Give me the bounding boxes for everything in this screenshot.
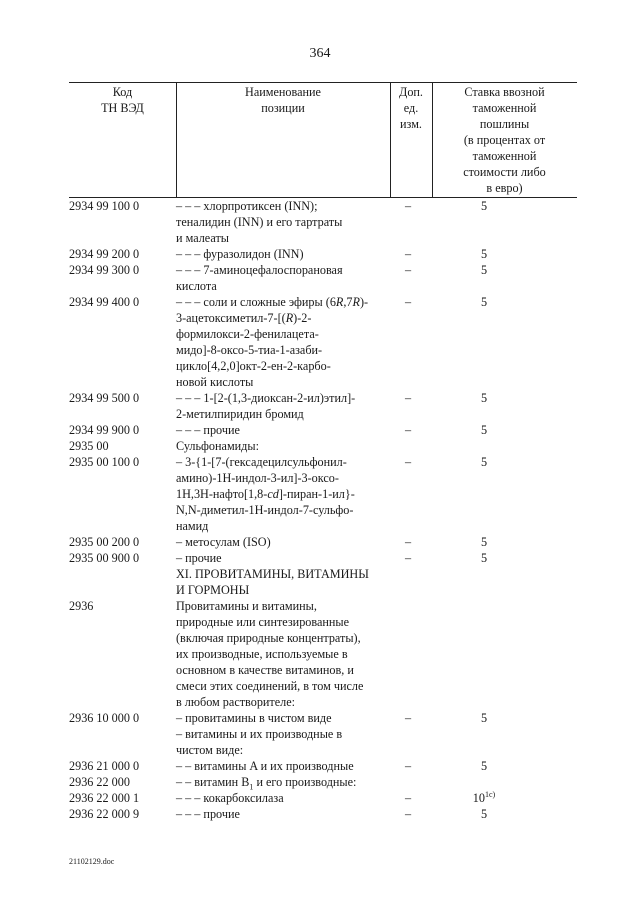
row-duty-rate	[444, 710, 524, 726]
rate-value: 5	[480, 263, 488, 277]
description-line: – – – кокарбоксилаза	[176, 791, 284, 805]
row-description	[176, 598, 392, 710]
description-line: Сульфонамиды:	[176, 439, 259, 453]
description-line: – – витамины A и их производные	[176, 759, 354, 773]
row-duty-rate	[444, 454, 524, 470]
description-line: – – – 7-аминоцефалоспорановая	[176, 263, 343, 277]
rate-value: 5	[480, 295, 488, 309]
row-code: 2936 10 000 0	[69, 711, 140, 725]
description-line: – – – хлорпротиксен (INN);	[176, 199, 318, 213]
row-unit: –	[404, 791, 412, 805]
description-line: – – витамин $B_1$ и его производные:	[176, 775, 357, 792]
row-unit: –	[404, 455, 412, 469]
row-duty-rate	[444, 534, 524, 550]
description-line: 1Н,3Н-нафто[1,8-cd]-пиран-1-ил}-	[176, 487, 355, 501]
rate-value: 5	[480, 551, 488, 565]
rate-value: 5	[480, 535, 488, 549]
description-line: (включая природные концентраты),	[176, 631, 361, 645]
header-line: Наименование	[245, 85, 321, 99]
description-line: смеси этих соединений, в том числе	[176, 679, 364, 693]
rate-value: 5	[480, 391, 488, 405]
row-code: 2935 00 100 0	[69, 455, 140, 469]
row-code: 2934 99 400 0	[69, 295, 140, 309]
header-line: в евро)	[486, 181, 523, 195]
description-line: – прочие	[176, 551, 222, 565]
row-description	[176, 390, 392, 422]
header-line: ТН ВЭД	[101, 101, 144, 115]
row-code: 2934 99 500 0	[69, 391, 140, 405]
row-unit: –	[404, 423, 412, 437]
rate-value: 5	[480, 807, 488, 821]
row-description	[176, 710, 392, 726]
row-unit: –	[404, 807, 412, 821]
row-unit: –	[404, 263, 412, 277]
description-line: теналидин (INN) и его тартраты	[176, 215, 343, 229]
row-description	[176, 262, 392, 294]
row-description	[176, 758, 392, 774]
description-line: – – – прочие	[176, 423, 240, 437]
rate-value: 5	[480, 455, 488, 469]
description-line: Провитамины и витамины,	[176, 599, 317, 613]
description-line: природные или синтезированные	[176, 615, 350, 629]
row-code: 2935 00 900 0	[69, 551, 140, 565]
page-number: 364	[309, 46, 331, 61]
row-duty-rate	[444, 246, 524, 262]
row-duty-rate	[444, 198, 524, 214]
description-line: намид	[176, 519, 209, 533]
header-line: (в процентах от	[463, 133, 546, 147]
header-line: изм.	[400, 117, 422, 131]
row-description	[176, 422, 392, 438]
description-line: – 3-{1-[7-(гексадецилсульфонил-	[176, 455, 347, 469]
row-code: 2934 99 300 0	[69, 263, 140, 277]
row-code: 2936 22 000 1	[69, 791, 140, 805]
description-line: в любом растворителе:	[176, 695, 296, 709]
description-line: N,N-диметил-1Н-индол-7-сульфо-	[176, 503, 354, 517]
description-line: новой кислоты	[176, 375, 254, 389]
row-description	[176, 246, 392, 262]
header-line: пошлины	[479, 117, 530, 131]
row-duty-rate	[444, 294, 524, 310]
row-unit: –	[404, 535, 412, 549]
row-duty-rate	[444, 790, 524, 806]
description-line: – метосулам (ISO)	[176, 535, 271, 549]
row-code: 2934 99 200 0	[69, 247, 140, 261]
row-unit: –	[404, 247, 412, 261]
row-description	[176, 550, 392, 566]
row-unit: –	[404, 391, 412, 405]
description-line: 2-метилпиридин бромид	[176, 407, 304, 421]
description-line: И ГОРМОНЫ	[176, 583, 250, 597]
row-description	[176, 438, 392, 454]
description-line: – – – соли и сложные эфиры (6R,7R)-	[176, 295, 369, 309]
header-code	[69, 84, 176, 116]
row-unit: –	[404, 551, 412, 565]
row-description	[176, 454, 392, 534]
rate-value: 5	[480, 423, 488, 437]
row-code: 2936 21 000 0	[69, 759, 140, 773]
row-code: 2935 00 200 0	[69, 535, 140, 549]
row-description	[176, 534, 392, 550]
header-line: Доп.	[399, 85, 423, 99]
description-line: мидо]-8-оксо-5-тиа-1-азаби-	[176, 343, 323, 357]
row-duty-rate	[444, 390, 524, 406]
description-line: основном в качестве витаминов, и	[176, 663, 354, 677]
header-rate	[432, 84, 577, 196]
description-line: 3-ацетоксиметил-7-[(R)-2-	[176, 311, 312, 325]
row-code: 2936 22 000 9	[69, 807, 140, 821]
row-description	[176, 790, 392, 806]
description-line: их производные, используемые в	[176, 647, 348, 661]
row-code: 2934 99 100 0	[69, 199, 140, 213]
header-line: Ставка ввозной	[464, 85, 545, 99]
row-code: 2936	[69, 599, 94, 613]
rate-value: 5	[480, 711, 488, 725]
description-line: кислота	[176, 279, 217, 293]
row-duty-rate	[444, 262, 524, 278]
row-unit: –	[404, 199, 412, 213]
row-code: 2934 99 900 0	[69, 423, 140, 437]
row-code: 2936 22 000	[69, 775, 130, 789]
description-line: формилокси-2-фенилацета-	[176, 327, 319, 341]
document-filename: 21102129.doc	[69, 857, 115, 866]
description-line: – – – фуразолидон (INN)	[176, 247, 304, 261]
row-description	[176, 566, 392, 598]
header-name	[176, 84, 390, 116]
row-code: 2935 00	[69, 439, 109, 453]
description-line: амино)-1Н-индол-3-ил]-3-оксо-	[176, 471, 339, 485]
row-description	[176, 726, 392, 758]
description-line: – – – 1-[2-(1,3-диоксан-2-ил)этил]-	[176, 391, 356, 405]
row-description	[176, 806, 392, 822]
description-line: – провитамины в чистом виде	[176, 711, 332, 725]
header-line: ед.	[403, 101, 419, 115]
row-description	[176, 294, 392, 390]
description-line: – – – прочие	[176, 807, 240, 821]
row-unit: –	[404, 711, 412, 725]
description-line: чистом виде:	[176, 743, 244, 757]
rate-value: 5	[480, 199, 488, 213]
header-unit	[390, 84, 432, 132]
rate-value: 5	[480, 247, 488, 261]
description-line: XI. ПРОВИТАМИНЫ, ВИТАМИНЫ	[176, 567, 369, 581]
rate-value: 10	[472, 791, 485, 805]
header-line: стоимости либо	[463, 165, 546, 179]
rate-value: 5	[480, 759, 488, 773]
row-unit: –	[404, 295, 412, 309]
row-description	[176, 198, 392, 246]
header-line: позиции	[261, 101, 305, 115]
description-line: и малеаты	[176, 231, 229, 245]
header-line: Код	[112, 85, 133, 99]
description-line: цикло[4,2,0]окт-2-ен-2-карбо-	[176, 359, 331, 373]
description-line: – витамины и их производные в	[176, 727, 343, 741]
row-duty-rate	[444, 550, 524, 566]
row-duty-rate	[444, 758, 524, 774]
row-unit: –	[404, 759, 412, 773]
row-duty-rate	[444, 806, 524, 822]
header-line: таможенной	[472, 101, 537, 115]
row-duty-rate	[444, 422, 524, 438]
table-top-rule	[69, 82, 577, 83]
rate-footnote-mark: 1с)	[484, 789, 496, 799]
header-line: таможенной	[472, 149, 537, 163]
